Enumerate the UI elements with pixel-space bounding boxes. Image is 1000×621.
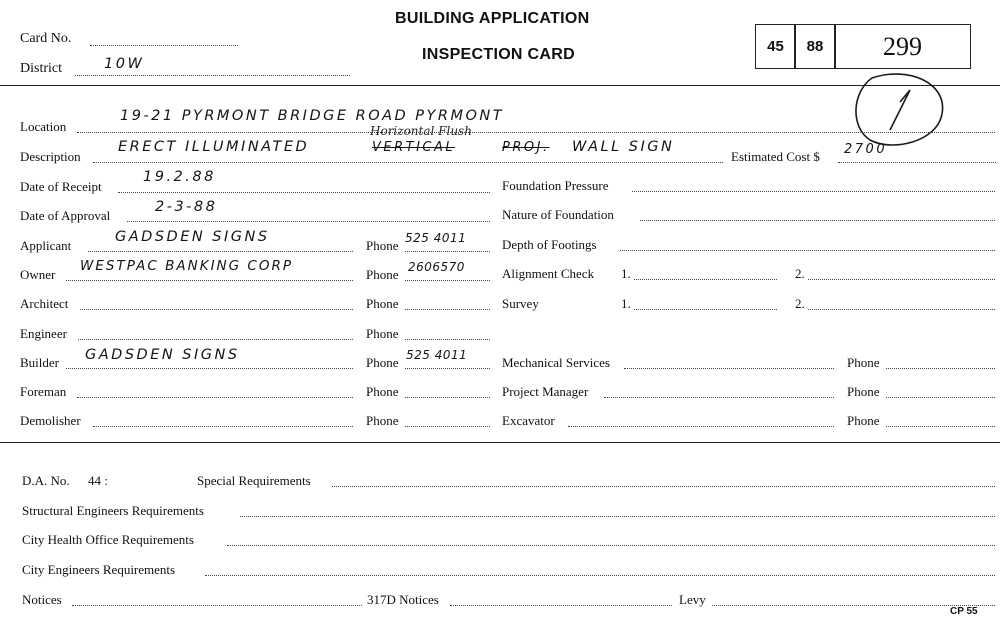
form-title-line1: BUILDING APPLICATION [395, 10, 590, 27]
owner-phone-field[interactable] [405, 280, 490, 281]
card-no-label: Card No. [20, 31, 72, 46]
mechanical-services-phone-label: Phone [847, 355, 880, 370]
engineer-phone-label: Phone [366, 326, 399, 341]
date-of-receipt-label: Date of Receipt [20, 179, 102, 194]
description-struck-text-1: VERTICAL [372, 140, 456, 155]
form-title-line2: INSPECTION CARD [422, 46, 575, 63]
city-engineers-field[interactable] [205, 575, 995, 576]
builder-field[interactable] [66, 368, 353, 369]
nature-of-foundation-field[interactable] [640, 220, 995, 221]
survey-field-2[interactable] [808, 309, 995, 310]
structural-engineers-field[interactable] [240, 516, 995, 517]
description-value-part2: WALL SIGN [572, 139, 675, 155]
notices-317d-label: 317D Notices [367, 592, 439, 607]
engineer-label: Engineer [20, 326, 67, 341]
demolisher-field[interactable] [93, 426, 353, 427]
foreman-field[interactable] [77, 397, 353, 398]
engineer-phone-field[interactable] [405, 339, 490, 340]
survey-field-1[interactable] [634, 309, 777, 310]
description-value-part1: ERECT ILLUMINATED [118, 139, 310, 155]
owner-phone-value: 2606570 [408, 260, 465, 274]
date-of-receipt-field[interactable] [118, 192, 490, 193]
card-number-c: 299 [883, 31, 922, 61]
city-health-label: City Health Office Requirements [22, 532, 194, 547]
description-label: Description [20, 149, 81, 164]
nature-of-foundation-label: Nature of Foundation [502, 207, 614, 222]
notices-317d-field[interactable] [450, 605, 672, 606]
da-no-label: D.A. No. [22, 473, 70, 488]
foundation-pressure-label: Foundation Pressure [502, 178, 609, 193]
special-requirements-label: Special Requirements [197, 473, 311, 488]
depth-of-footings-label: Depth of Footings [502, 237, 597, 252]
builder-label: Builder [20, 355, 59, 370]
notices-field[interactable] [72, 605, 362, 606]
alignment-check-opt1: 1. [621, 266, 631, 281]
owner-value: WESTPAC BANKING CORP [80, 258, 293, 274]
survey-label: Survey [502, 296, 539, 311]
description-insertion: Horizontal Flush [370, 124, 472, 138]
location-field[interactable] [77, 132, 995, 133]
alignment-check-field-2[interactable] [808, 279, 995, 280]
builder-value: GADSDEN SIGNS [85, 347, 240, 363]
form-code: CP 55 [950, 606, 978, 617]
architect-phone-field[interactable] [405, 309, 490, 310]
location-value: 19-21 PYRMONT BRIDGE ROAD PYRMONT [120, 108, 505, 124]
card-no-field[interactable] [90, 45, 238, 46]
excavator-phone-field[interactable] [886, 426, 995, 427]
da-no-value: 44 : [88, 473, 108, 488]
project-manager-field[interactable] [604, 397, 834, 398]
special-requirements-field[interactable] [332, 486, 995, 487]
city-engineers-label: City Engineers Requirements [22, 562, 176, 577]
project-manager-phone-label: Phone [847, 384, 880, 399]
district-field[interactable] [75, 75, 350, 76]
card-number-box-c [834, 24, 971, 69]
estimated-cost-field[interactable] [838, 162, 996, 163]
applicant-phone-label: Phone [366, 238, 399, 253]
survey-opt1: 1. [621, 296, 631, 311]
architect-label: Architect [20, 296, 69, 311]
builder-phone-field[interactable] [405, 368, 490, 369]
card-number-b: 88 [806, 38, 824, 55]
date-of-receipt-value: 19.2.88 [143, 169, 216, 185]
applicant-phone-field[interactable] [405, 251, 490, 252]
applicant-label: Applicant [20, 238, 72, 253]
date-of-approval-value: 2-3-88 [155, 199, 218, 215]
builder-phone-value: 525 4011 [406, 348, 468, 362]
card-number-box-b [794, 24, 836, 69]
structural-engineers-label: Structural Engineers Requirements [22, 503, 204, 518]
depth-of-footings-field[interactable] [620, 250, 995, 251]
header-divider [0, 85, 1000, 86]
excavator-phone-label: Phone [847, 413, 880, 428]
applicant-value: GADSDEN SIGNS [115, 229, 270, 245]
project-manager-label: Project Manager [502, 384, 589, 399]
foundation-pressure-field[interactable] [632, 191, 995, 192]
owner-field[interactable] [66, 280, 353, 281]
date-of-approval-label: Date of Approval [20, 208, 111, 223]
section-divider [0, 442, 1000, 443]
foreman-label: Foreman [20, 384, 67, 399]
demolisher-label: Demolisher [20, 413, 81, 428]
alignment-check-label: Alignment Check [502, 266, 595, 281]
excavator-label: Excavator [502, 413, 555, 428]
excavator-field[interactable] [568, 426, 834, 427]
demolisher-phone-label: Phone [366, 413, 399, 428]
estimated-cost-value: 2700 [844, 142, 888, 157]
survey-opt2: 2. [795, 296, 805, 311]
city-health-field[interactable] [227, 545, 995, 546]
applicant-field[interactable] [88, 251, 353, 252]
alignment-check-opt2: 2. [795, 266, 805, 281]
mechanical-services-phone-field[interactable] [886, 368, 995, 369]
project-manager-phone-field[interactable] [886, 397, 995, 398]
foreman-phone-field[interactable] [405, 397, 490, 398]
applicant-phone-value: 525 4011 [405, 231, 467, 245]
architect-phone-label: Phone [366, 296, 399, 311]
district-label: District [20, 61, 62, 76]
levy-label: Levy [679, 592, 706, 607]
owner-phone-label: Phone [366, 267, 399, 282]
card-number-box-a [755, 24, 796, 69]
estimated-cost-label: Estimated Cost $ [731, 149, 820, 164]
description-field[interactable] [93, 162, 723, 163]
notices-label: Notices [22, 592, 62, 607]
location-label: Location [20, 119, 67, 134]
alignment-check-field-1[interactable] [634, 279, 777, 280]
district-value: 10W [104, 56, 145, 72]
date-of-approval-field[interactable] [127, 221, 490, 222]
description-struck-text-2: PROJ. [502, 140, 550, 155]
demolisher-phone-field[interactable] [405, 426, 490, 427]
card-number-a: 45 [767, 38, 784, 55]
architect-field[interactable] [80, 309, 353, 310]
owner-label: Owner [20, 267, 56, 282]
foreman-phone-label: Phone [366, 384, 399, 399]
engineer-field[interactable] [78, 339, 353, 340]
mechanical-services-label: Mechanical Services [502, 355, 610, 370]
builder-phone-label: Phone [366, 355, 399, 370]
mechanical-services-field[interactable] [624, 368, 834, 369]
